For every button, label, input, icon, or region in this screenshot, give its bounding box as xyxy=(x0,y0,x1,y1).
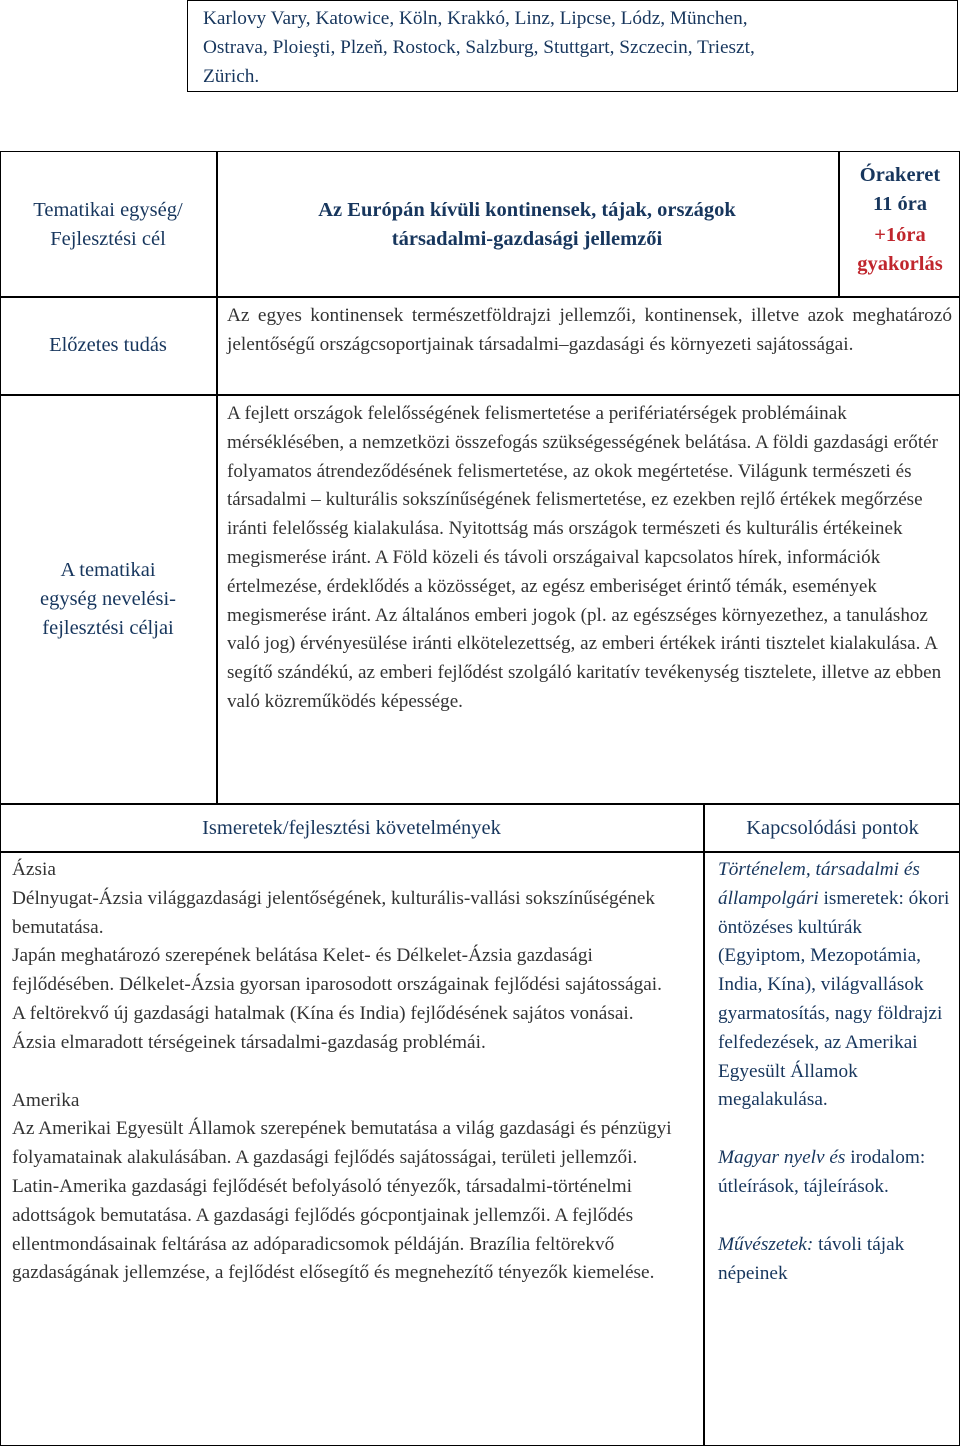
row-label-unit-line-1: Tematikai egység/ xyxy=(33,199,183,221)
hours-extra: +1óra xyxy=(874,224,926,246)
table-row-line-4 xyxy=(0,851,960,853)
links-history-text: ismeretek: ókori öntözéses kultúrák (Egyiptom, Mezopotámia, India, Kína), világvallások gyarmatosítás, nagy földrajzi felfedezések, az Amerikai Egyesült Államok megalakulása. xyxy=(718,887,950,1111)
links-arts-subject: Művészetek: xyxy=(718,1233,814,1255)
links-literature-subject: Magyar nyelv és xyxy=(718,1147,846,1169)
america-item: Latin-Amerika gazdasági fejlődését befolyásoló tényezők, társadalmi-történelmi adottságok bemutatása. A gazdasági fejlődés gócpontjainak jellemzői. A fejlődés ellentmondásainak feltárása az adóparadicsomok példáján. Brazília feltörekvő gazdaságának jellemzése, a fejlődést elősegítő és megnehezítő tényezők kiemelése. xyxy=(12,1175,655,1284)
links-history-subject: Történelem, társadalmi és állampolgári xyxy=(718,859,920,909)
table-row-line-1 xyxy=(0,296,960,298)
america-heading: Amerika xyxy=(12,1089,80,1111)
row-label-goals-line-1: A tematikai xyxy=(60,559,156,581)
row-label-unit xyxy=(0,196,216,254)
links-literature xyxy=(718,1144,954,1202)
links-column xyxy=(718,856,954,1288)
prior-knowledge-text: Az egyes kontinensek természetföldrajzi jellemzői, kontinensek, illetve azok meghatározó jelentőségű országcsoportjainak társadalmi–gazdasági és környezeti sajátosságai. xyxy=(227,305,952,355)
links-literature-text: irodalom: útleírások, tájleírások. xyxy=(718,1147,926,1197)
requirements-header: Ismeretek/fejlesztési követelmények xyxy=(202,817,501,839)
asia-item: Délnyugat-Ázsia világgazdasági jelentőségének, kulturális-vallási sokszínűségének bemutatása. xyxy=(12,887,656,938)
unit-title xyxy=(218,196,836,254)
top-box-line-1: Karlovy Vary, Katowice, Köln, Krakkó, Linz, Lipcse, Lódz, München, xyxy=(203,8,748,29)
links-header: Kapcsolódási pontok xyxy=(746,817,919,839)
row-label-unit-line-2: Fejlesztési cél xyxy=(50,228,166,250)
table-row-line-2 xyxy=(0,394,960,396)
hours-extra-label: gyakorlás xyxy=(857,253,943,275)
hours-value: 11 óra xyxy=(872,193,928,215)
table-row-line-3 xyxy=(0,803,960,805)
row-label-goals-line-3: fejlesztési céljai xyxy=(42,617,174,639)
row-label-prior: Előzetes tudás xyxy=(49,334,167,356)
top-box-line-2: Ostrava, Ploieşti, Plzeň, Rostock, Salzburg, Stuttgart, Szczecin, Trieszt, xyxy=(203,36,755,58)
top-box-line-3: Zürich. xyxy=(203,65,260,87)
table-divider-links xyxy=(703,804,705,1446)
goals-text: A fejlett országok felelősségének felismertetése a perifériatérségek problémáinak mérséklésében, a nemzetközi összefogás szükségességének belátása. A földi gazdasági erőtér folyamatos átrendeződésének felismertetése, az okok megértetése. Világunk természeti és társadalmi – kulturális sokszínűségének felismertetése, ez ezekben rejlő értékek megőrzése iránti felelősség kialakulása. Nyitottság más országok természeti és kulturális értékeinek megismerése iránt. A Föld közeli és távoli országaival kapcsolatos hírek, információk értelmezése, érdeklődés a közösséget, az egész emberiséget érintő témák, események megismerése iránt. Az általános emberi jogok (pl. az egészséges környezethez, a tanuláshoz való jog) érvényesülése iránti elkötelezettség, az emberi értékek iránti tisztelet kialakulása. A segítő szándékú, az emberi fejlődést szolgáló karitatív tevékenység tisztelete, illetve az ebben való közreműködés képessége. xyxy=(227,403,942,712)
row-label-goals xyxy=(0,556,216,643)
row-label-goals-line-2: egység nevelési- xyxy=(39,588,177,610)
links-arts-text: távoli tájak népeinek xyxy=(718,1233,905,1284)
top-box-text xyxy=(203,5,953,91)
requirements-column xyxy=(12,856,696,1288)
links-arts xyxy=(718,1231,954,1289)
unit-title-line-2: társadalmi-gazdasági jellemzői xyxy=(391,228,663,250)
unit-title-line-1: Az Európán kívüli kontinensek, tájak, országok xyxy=(318,199,736,221)
america-item: Az Amerikai Egyesült Államok szerepének bemutatása a világ gazdasági és pénzügyi folyamatainak alakulásában. A gazdasági fejlődés sajátosságai, területi jellemzői. xyxy=(12,1118,672,1169)
hours-cell xyxy=(840,161,960,279)
asia-item: Japán meghatározó szerepének belátása Kelet- és Délkelet-Ázsia gazdasági fejlődésében. Délkelet-Ázsia gyorsan iparosodott országainak fejlődési sajátosságai. xyxy=(12,945,662,996)
links-history xyxy=(718,856,954,1115)
asia-heading: Ázsia xyxy=(12,859,56,880)
hours-label: Órakeret xyxy=(859,164,941,186)
asia-item: Ázsia elmaradott térségeinek társadalmi-gazdaság problémái. xyxy=(12,1031,486,1053)
asia-item: A feltörekvő új gazdasági hatalmak (Kína és India) fejlődésének sajátos vonásai. xyxy=(12,1002,634,1024)
